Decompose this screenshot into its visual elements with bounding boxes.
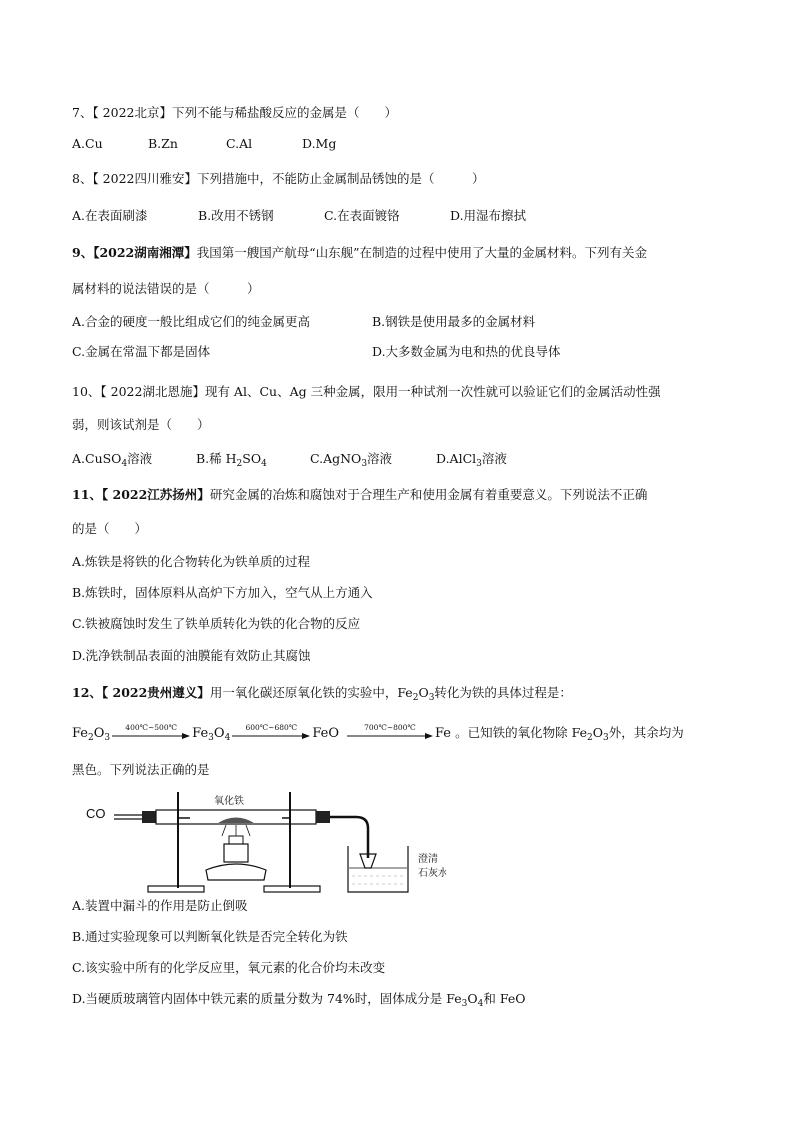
arrow-2 — [232, 722, 310, 743]
q12-text-post: 转化为铁的具体过程是： — [434, 685, 572, 700]
eq-fe3o4-fe: Fe — [192, 726, 209, 741]
q10-option-d-post: 溶液 — [481, 451, 507, 466]
q8-option-d: D.用湿布擦拭 — [450, 208, 527, 223]
q12-option-d-sub2: 4 — [477, 999, 484, 1009]
q9-text-line1: 我国第一艘国产航母“山东舰”在制造的过程中使用了大量的金属材料。下列有关金 — [196, 245, 648, 260]
arrow-1 — [112, 722, 190, 743]
q10-option-c-pre: C.AgNO — [310, 451, 362, 466]
q11-option-c: C.铁被腐蚀时发生了铁单质转化为铁的化合物的反应 — [72, 616, 361, 631]
q10-option-d-pre: D.AlCl — [436, 451, 477, 466]
arrow-3 — [347, 722, 433, 743]
eq-tail-sub2: 3 — [603, 733, 609, 743]
arrow-2-condition: 600℃~680℃ — [245, 722, 298, 732]
q9-option-a: A.合金的硬度一般比组成它们的纯金属更高 — [72, 314, 311, 329]
q10-option-c — [310, 450, 392, 468]
eq-tail-pre: 。已知铁的氧化物除 Fe — [455, 725, 588, 740]
q11-stem-line1 — [72, 486, 647, 504]
q7-stem — [72, 104, 397, 122]
q12-text-sub1: 2 — [412, 693, 419, 703]
q9-option-d: D.大多数金属为电和热的优良导体 — [372, 344, 561, 359]
q8-option-a: A.在表面刷漆 — [72, 208, 148, 223]
eq-fe3o4-o: O — [213, 726, 225, 741]
arrow-2-icon — [232, 733, 310, 739]
q9-option-b: B.钢铁是使用最多的金属材料 — [372, 314, 536, 329]
q10-option-b — [196, 450, 267, 468]
q12-option-a: A.装置中漏斗的作用是防止倒吸 — [72, 898, 248, 913]
q10-option-c-post: 溶液 — [367, 451, 393, 466]
q8-option-c: C.在表面镀铬 — [324, 208, 400, 223]
eq-fe2o3-o: O — [93, 726, 105, 741]
q11-source: 【 2022江苏扬州】 — [101, 487, 210, 502]
q9-source: 【2022湖南湘潭】 — [93, 245, 197, 260]
q12-option-d-pre: D.当硬质玻璃管内固体中铁元素的质量分数为 74%时，固体成分是 Fe — [72, 991, 462, 1006]
q12-option-d-post: 和 FeO — [483, 991, 526, 1006]
eq-fe3o4-sub4: 4 — [224, 733, 231, 743]
arrow-1-condition: 400℃~500℃ — [125, 722, 177, 732]
q8-source: 【 2022四川雅安】 — [92, 171, 197, 186]
q8-text: 下列措施中，不能防止金属制品锈蚀的是（ ） — [197, 171, 485, 186]
eq-fe: Fe — [434, 726, 451, 741]
arrow-3-condition: 700℃~800℃ — [364, 722, 416, 732]
eq-fe3o4-sub3: 3 — [208, 733, 214, 743]
arrow-1-icon — [112, 733, 190, 739]
q7-option-b: B.Zn — [148, 136, 178, 151]
q7-option-a: A.Cu — [72, 136, 103, 151]
q8-option-b: B.改用不锈钢 — [198, 208, 274, 223]
q9-number: 9、 — [72, 245, 94, 260]
q10-source: 【 2022湖北恩施】 — [100, 384, 205, 399]
q8-stem — [72, 170, 485, 188]
oxide-label: 氧化铁 — [214, 796, 244, 807]
q10-number: 10、 — [72, 384, 101, 399]
q12-stem-line1 — [72, 684, 572, 702]
q10-option-a-sub: 4 — [121, 459, 128, 469]
q11-text-line1: 研究金属的冶炼和腐蚀对于合理生产和使用金属有着重要意义。下列说法不正确 — [209, 487, 648, 502]
q12-option-d-mid: O — [467, 991, 478, 1006]
q7-option-d: D.Mg — [302, 136, 337, 151]
q9-text-line2: 属材料的说法错误的是（ ） — [72, 281, 260, 296]
eq-fe2o3-sub2: 2 — [88, 733, 94, 743]
q12-option-c: C.该实验中所有的化学反应里，氧元素的化合价均未改变 — [72, 960, 386, 975]
q12-text-line3: 黑色。下列说法正确的是 — [72, 762, 210, 777]
q11-number: 11、 — [72, 487, 102, 502]
q10-option-b-pre: B.稀 H — [196, 451, 237, 466]
q10-option-a — [72, 450, 152, 468]
q7-option-c: C.Al — [226, 136, 253, 151]
eq-tail-mid: O — [592, 725, 603, 740]
q12-number: 12、 — [72, 685, 102, 700]
q10-text-line2: 弱，则该试剂是（ ） — [72, 417, 210, 432]
q8-number: 8、 — [72, 171, 93, 186]
q12-option-d — [72, 990, 526, 1008]
q11-option-b: B.炼铁时，固体原料从高炉下方加入，空气从上方通入 — [72, 585, 373, 600]
arrow-3-icon — [347, 733, 433, 739]
eq-tail-sub1: 2 — [587, 733, 593, 743]
q7-number: 7、 — [72, 105, 93, 120]
q12-text-mid: O — [418, 685, 429, 700]
q12-text-pre: 用一氧化碳还原氧化铁的实验中，Fe — [209, 685, 413, 700]
q10-option-d-sub: 3 — [476, 459, 482, 469]
q11-text-line2: 的是（ ） — [72, 521, 148, 536]
q12-option-b: B.通过实验现象可以判断氧化铁是否完全转化为铁 — [72, 929, 348, 944]
q12-text-sub2: 3 — [428, 693, 435, 703]
q9-stem-line1 — [72, 244, 647, 262]
q7-text: 下列不能与稀盐酸反应的金属是（ ） — [172, 105, 398, 120]
q10-option-c-sub: 3 — [361, 459, 368, 469]
q10-stem-line1 — [72, 383, 661, 401]
limewater-label-1: 澄清 — [418, 854, 438, 865]
eq-fe2o3-sub3: 3 — [104, 733, 111, 743]
apparatus-diagram — [86, 788, 446, 901]
q12-reaction-chain — [72, 724, 684, 743]
q10-option-b-mid: SO — [242, 451, 262, 466]
q10-text-line1: 现有 Al、Cu、Ag 三种金属，限用一种试剂一次性就可以验证它们的金属活动性强 — [204, 384, 661, 399]
q10-option-d — [436, 450, 507, 468]
q11-option-a: A.炼铁是将铁的化合物转化为铁单质的过程 — [72, 554, 311, 569]
co-label: CO — [86, 806, 106, 821]
eq-fe2o3-fe: Fe — [72, 726, 89, 741]
co-reduction-apparatus-icon — [86, 788, 446, 898]
q12-source: 【 2022贵州遵义】 — [101, 685, 210, 700]
q9-option-c: C.金属在常温下都是固体 — [72, 344, 211, 359]
q12-option-d-sub1: 3 — [461, 999, 468, 1009]
limewater-label-2: 石灰水 — [418, 868, 446, 879]
q10-option-a-post: 溶液 — [127, 451, 153, 466]
eq-tail-post: 外，其余均为 — [608, 725, 684, 740]
q7-source: 【 2022北京】 — [92, 105, 172, 120]
q10-option-b-sub2: 4 — [261, 459, 267, 469]
q10-option-a-pre: A.CuSO — [72, 451, 122, 466]
q11-option-d: D.洗净铁制品表面的油膜能有效防止其腐蚀 — [72, 648, 311, 663]
eq-feo: FeO — [312, 726, 339, 741]
q10-option-b-sub1: 2 — [236, 459, 243, 469]
